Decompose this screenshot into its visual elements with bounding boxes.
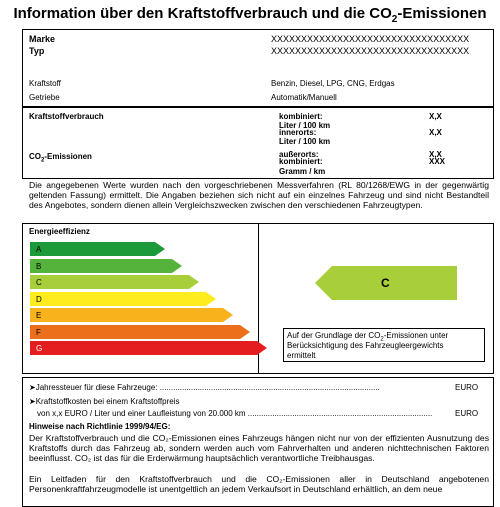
hints-paragraph-2: Ein Leitfaden für den Kraftstoffverbrauch und die CO₂-Emissionen aller in Deutschland angebotenen Personenkraftfahrzeugmodelle ist unentgeltlich an jedem Verkaufsort in Deutschland erhältlich, an dem neue: [29, 474, 489, 494]
typ-value: XXXXXXXXXXXXXXXXXXXXXXXXXXXXXXXXX: [271, 46, 470, 56]
efficiency-note-line1: Auf der Grundlage der $CO_2$-Emissionen unter: [287, 331, 449, 343]
consumption-row-label: innerorts:: [279, 128, 317, 137]
efficiency-bar-letter: F: [36, 327, 41, 337]
efficiency-bar-shape: [30, 242, 165, 256]
hints-heading: Hinweise nach Richtlinie 1999/94/EG:: [29, 422, 171, 431]
efficiency-bar-shape: [30, 308, 233, 322]
kraftstoffkosten-dots: ...................................................................................: [247, 409, 433, 418]
efficiency-bar-letter: A: [36, 245, 42, 254]
efficiency-label: Energieeffizienz: [29, 227, 90, 236]
getriebe-value: Automatik/Manuell: [271, 93, 337, 102]
consumption-row-value: X,X: [429, 112, 442, 121]
kraftstoff-value: Benzin, Diesel, LPG, CNG, Erdgas: [271, 79, 395, 88]
efficiency-bar-b: [30, 259, 182, 273]
consumption-row-label: außerorts:: [279, 150, 319, 159]
marke-value: XXXXXXXXXXXXXXXXXXXXXXXXXXXXXXXXX: [271, 34, 470, 44]
kraftstoff-label: Kraftstoff: [29, 79, 61, 88]
kraftstoffkosten-label: Kraftstoffkosten bei einem Kraftstoffpreis: [35, 397, 180, 406]
typ-label: Typ: [29, 46, 45, 56]
efficiency-bar-letter: C: [36, 278, 42, 287]
efficiency-bar-shape: [30, 275, 199, 289]
consumption-row-label: Liter / 100 km: [279, 121, 331, 130]
efficiency-note-line2: Berücksichtigung des Fahrzeugleergewichts: [287, 341, 444, 350]
kraftstoffkosten-line2: von x,x EURO / Liter und einer Laufleistung von 20.000 km ...................................................................................: [37, 409, 433, 418]
kraftstoffkosten-unit: EURO: [455, 409, 479, 418]
current-class-letter: C: [381, 276, 390, 290]
jahressteuer-unit: EURO: [455, 383, 479, 392]
efficiency-bar-letter: E: [36, 311, 42, 320]
consumption-row-value: X,X: [429, 150, 442, 159]
efficiency-bar-letter: G: [36, 344, 43, 353]
efficiency-bar-g: [30, 341, 267, 355]
arrow-icon: ➤: [29, 383, 36, 392]
efficiency-bar-shape: [30, 341, 267, 355]
efficiency-bar-shape: [30, 292, 216, 306]
consumption-row-value: XXX: [429, 157, 446, 166]
consumption-row-label: kombiniert:: [279, 157, 323, 166]
consumption-row-label: Gramm / km: [279, 167, 326, 176]
arrow-icon: ➤: [29, 397, 36, 406]
efficiency-bar-a: [30, 242, 165, 256]
page-title: Information über den Kraftstoffverbrauch und die $CO_2$-Emissionen: [13, 5, 487, 25]
marke-label: Marke: [29, 34, 56, 44]
co2-label: $CO_2$-Emissionen: [29, 152, 92, 164]
current-class-arrow: [315, 266, 457, 300]
consumption-row-label: kombiniert:: [279, 112, 323, 121]
efficiency-bar-shape: [30, 325, 250, 339]
verbrauch-label: Kraftstoffverbrauch: [29, 112, 104, 121]
jahressteuer-label: Jahressteuer für diese Fahrzeuge:: [35, 383, 160, 392]
efficiency-bar-d: [30, 292, 216, 306]
efficiency-bar-letter: D: [36, 294, 42, 304]
jahressteuer-dots: ...................................................................................................: [159, 383, 380, 392]
consumption-row-label: Liter / 100 km: [279, 137, 331, 146]
efficiency-bar-e: [30, 308, 233, 322]
consumption-row-value: X,X: [429, 128, 442, 137]
efficiency-bar-shape: [30, 259, 182, 273]
efficiency-bar-f: [30, 325, 250, 339]
hints-paragraph-1: Der Kraftstoffverbrauch und die CO₂-Emissionen eines Fahrzeugs hängen nicht nur von der effizienten Ausnutzung des Kraftstoffs durch das Fahrzeug ab, sondern werden auch vom Fahrverhalten und anderen nichttechnischen Faktoren beeinflusst. CO₂ ist das für die Erderwärmung hauptsächlich verantwortliche Treibhausgas.: [29, 433, 489, 463]
jahressteuer-row: [29, 383, 380, 392]
efficiency-note-line3: ermittelt: [287, 351, 316, 360]
efficiency-bar-letter: B: [36, 261, 42, 271]
disclaimer-text: Die angegebenen Werte wurden nach den vorgeschriebenen Messverfahren (RL 80/1268/EWG in der gegenwärtig geltenden Fassung) ermittelt. Die Angaben beziehen sich nicht auf ein einzelnes Fahrzeug und sind nicht Bestandteil des Angebotes, sondern dienen allein Vergleichszwecken zwischen den verschiedenen Fahrzeugtypen.: [29, 180, 489, 210]
getriebe-label: Getriebe: [29, 93, 60, 102]
kraftstoffkosten-row: [29, 397, 179, 406]
efficiency-bar-c: [30, 275, 199, 289]
